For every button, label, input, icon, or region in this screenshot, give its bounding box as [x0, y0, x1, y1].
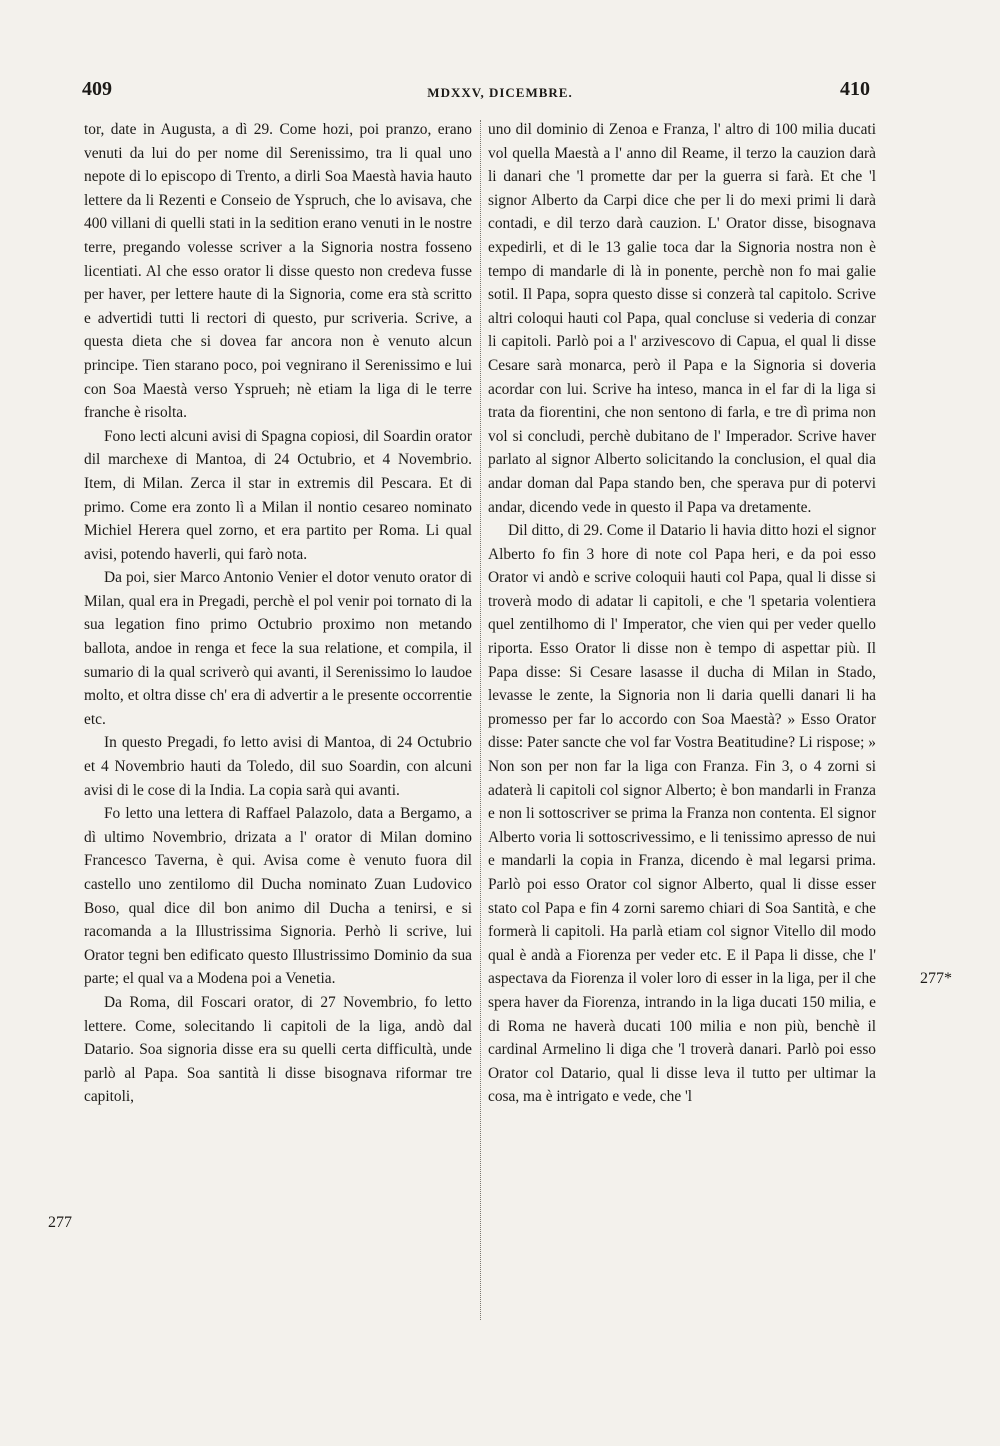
paragraph: Da Roma, dil Foscari orator, di 27 Novembrio, fo letto lettere. Come, solecitando li capitoli de la liga, andò dal Datario. Soa signoria disse era su quelli certa difficultà, unde parlò al Papa. Soa santità li disse bisognava riformar tre capitoli,: [84, 993, 472, 1106]
paragraph: Da poi, sier Marco Antonio Venier el dotor venuto orator di Milan, qual era in Pregadi, perchè el pol venir poi tornato di la sua legation fino primo Octubrio proximo non metando ballota, andoe in renga et fece la sua relatione, et compila, il sumario di la qual scriverò qui avanti, il Serenissimo lo laudoe molto, et oltra disse ch' era di advertir a le presente occorrentie etc.: [84, 569, 472, 728]
running-title: MDXXV, DICEMBRE.: [427, 85, 573, 100]
paragraph: In questo Pregadi, fo letto avisi di Mantoa, di 24 Octubrio et 4 Novembrio hauti da Toledo, dil suo Soardin, con alcuni avisi di le cose di la India. La copia sarà qui avanti.: [84, 734, 472, 799]
right-column: [488, 118, 876, 1109]
paragraph: tor, date in Augusta, a dì 29. Come hozi, poi pranzo, erano venuti da lui do per nome dil Serenissimo, tra li qual uno nepote di lo episcopo di Trento, a dirli Soa Maestà havia hauto lettere da li Rezenti e Conseio de Yspruch, che lo avisava, che 400 villani di quelli stati in la sedition erano venuti in le nostre terre, pregando volesse scriver a la Signoria nostra fosseno licentiati. Al che esso orator li disse questo non credeva fusse per haver, per lettere haute di la Signoria, come era stà scritto e advertidi tutti li rectori di questo, pur scriveria. Scrive, a questa dieta che si dovea far ancora non è venuto alcun principe. Tien starano poco, poi vegnirano il Serenissimo e lui con Soa Maestà verso Ysprueh; nè etiam la liga di le terre franche è risolta.: [84, 121, 472, 422]
margin-note-right: 277*: [920, 970, 952, 987]
page-number-left: 409: [82, 78, 112, 100]
paragraph: Fono lecti alcuni avisi di Spagna copiosi, dil Soardin orator dil marchexe di Mantoa, di 24 Octubrio, et 4 Novembrio. Item, di Milan. Zerca il star in extremis dil Pescara. Et di primo. Come era zonto lì a Milan il nontio cesareo nominato Michiel Herera quel zorno, et era partito per Roma. Li qual avisi, potendo haverli, qui farò nota.: [84, 427, 472, 563]
margin-note-left: 277: [48, 1214, 72, 1231]
paragraph: Fo letto una lettera di Raffael Palazolo, data a Bergamo, a dì ultimo Novembrio, drizata a l' orator di Milan domino Francesco Taverna, è qui. Avisa come è venuto fuora dil castello uno zentilomo dil Ducha nominato Zuan Ludovico Boso, qual dice dil bon animo dil Ducha a tenirsi, e si racomanda a la Illustrissima Signoria. Perhò li scrive, lui Orator tegni ben edificato questo Illustrissimo Dominio da sua parte; el qual va a Modena poi a Venetia.: [84, 805, 472, 988]
paragraph: Dil ditto, di 29. Come il Datario li havia ditto hozi el signor Alberto fo fin 3 hore di note col Papa heri, e da poi esso Orator vi andò e scrive coloquii hauti col Papa, qual li disse si troverà modo di adatar li capitoli, e che 'l spetaria volentiera quel zentilhomo di l' Imperator, che vien qui per veder quello riporta. Esso Orator li disse non è tempo di aspettar più. Il Papa disse: Si Cesare lasasse il ducha di Milan in Stado, levasse le zente, la Signoria non li daria quelli danari li ha promesso per far lo accordo con Soa Maestà? » Esso Orator disse: Pater sancte che vol far Vostra Beatitudine? Li rispose; » Non son per non far la liga con Franza. Fin 3, o 4 zorni si adaterà li capitoli col signor Alberto; è bon mandarli in Franza e non li sottoscriver se prima la Franza non contenta. El signor Alberto voria li sottoscrivessimo, e li tenissimo apresso de nui e mandarli la copia in Franza, dicendo è mal legarsi prima. Parlò poi esso Orator col signor Alberto, qual li disse esser stato col Papa e fin 4 zorni saremo chiari di Soa Santità, e che formerà li capitoli. Ha parlà etiam col signor Vitello dil modo qual è andà a Fiorenza per veder etc. E il Papa li disse, che l' aspectava da Fiorenza il voler loro di esser in la liga, per il che spera haver da Fiorenza, intrando in la liga ducati 150 milia, e di Roma ne haverà ducati 100 milia e non più, benchè il cardinal Armelino li diga che 'l troverà danari. Parlò poi esso Orator col Datario, qual li disse leva il tutto per ultimar la cosa, ma è intrigato e vede, che 'l: [488, 522, 876, 1106]
column-divider: [480, 120, 481, 1320]
left-column: [84, 118, 472, 1109]
page-number-right: 410: [840, 78, 870, 100]
paragraph: uno dil dominio di Zenoa e Franza, l' altro di 100 milia ducati vol quella Maestà a l' anno dil Reame, il terzo la cauzion darà li danari che 'l promette dar per la guerra si farà. Et che 'l signor Alberto da Carpi dice che per li do mexi primi li darà contadi, e dil terzo darà cauzion. L' Orator disse, bisognava expedirli, et di le 13 galie toca dar la Signoria nostra non è tempo di mandarle di là in ponente, perchè non fo mai galie sotil. Il Papa, sopra questo disse si conzerà tal capitolo. Scrive altri coloqui hauti col Papa, qual concluse si vederia di conzar li capitoli. Parlò poi a l' arzivescovo di Capua, el qual li disse Cesare sarà monarca, però il Papa e la Signoria si doveria acordar con lui. Scrive ha inteso, manca in el far di la liga si trata da fiorentini, che non sentono di farla, e tre dì prima non vol si concludi, perchè dubitano de l' Imperador. Scrive haver parlato al signor Alberto solicitando la conclusion, el qual dia andar doman dal Papa stando ben, che sperava pur di potervi andar, dicendo vede in questo il Papa va dretamente.: [488, 121, 876, 516]
